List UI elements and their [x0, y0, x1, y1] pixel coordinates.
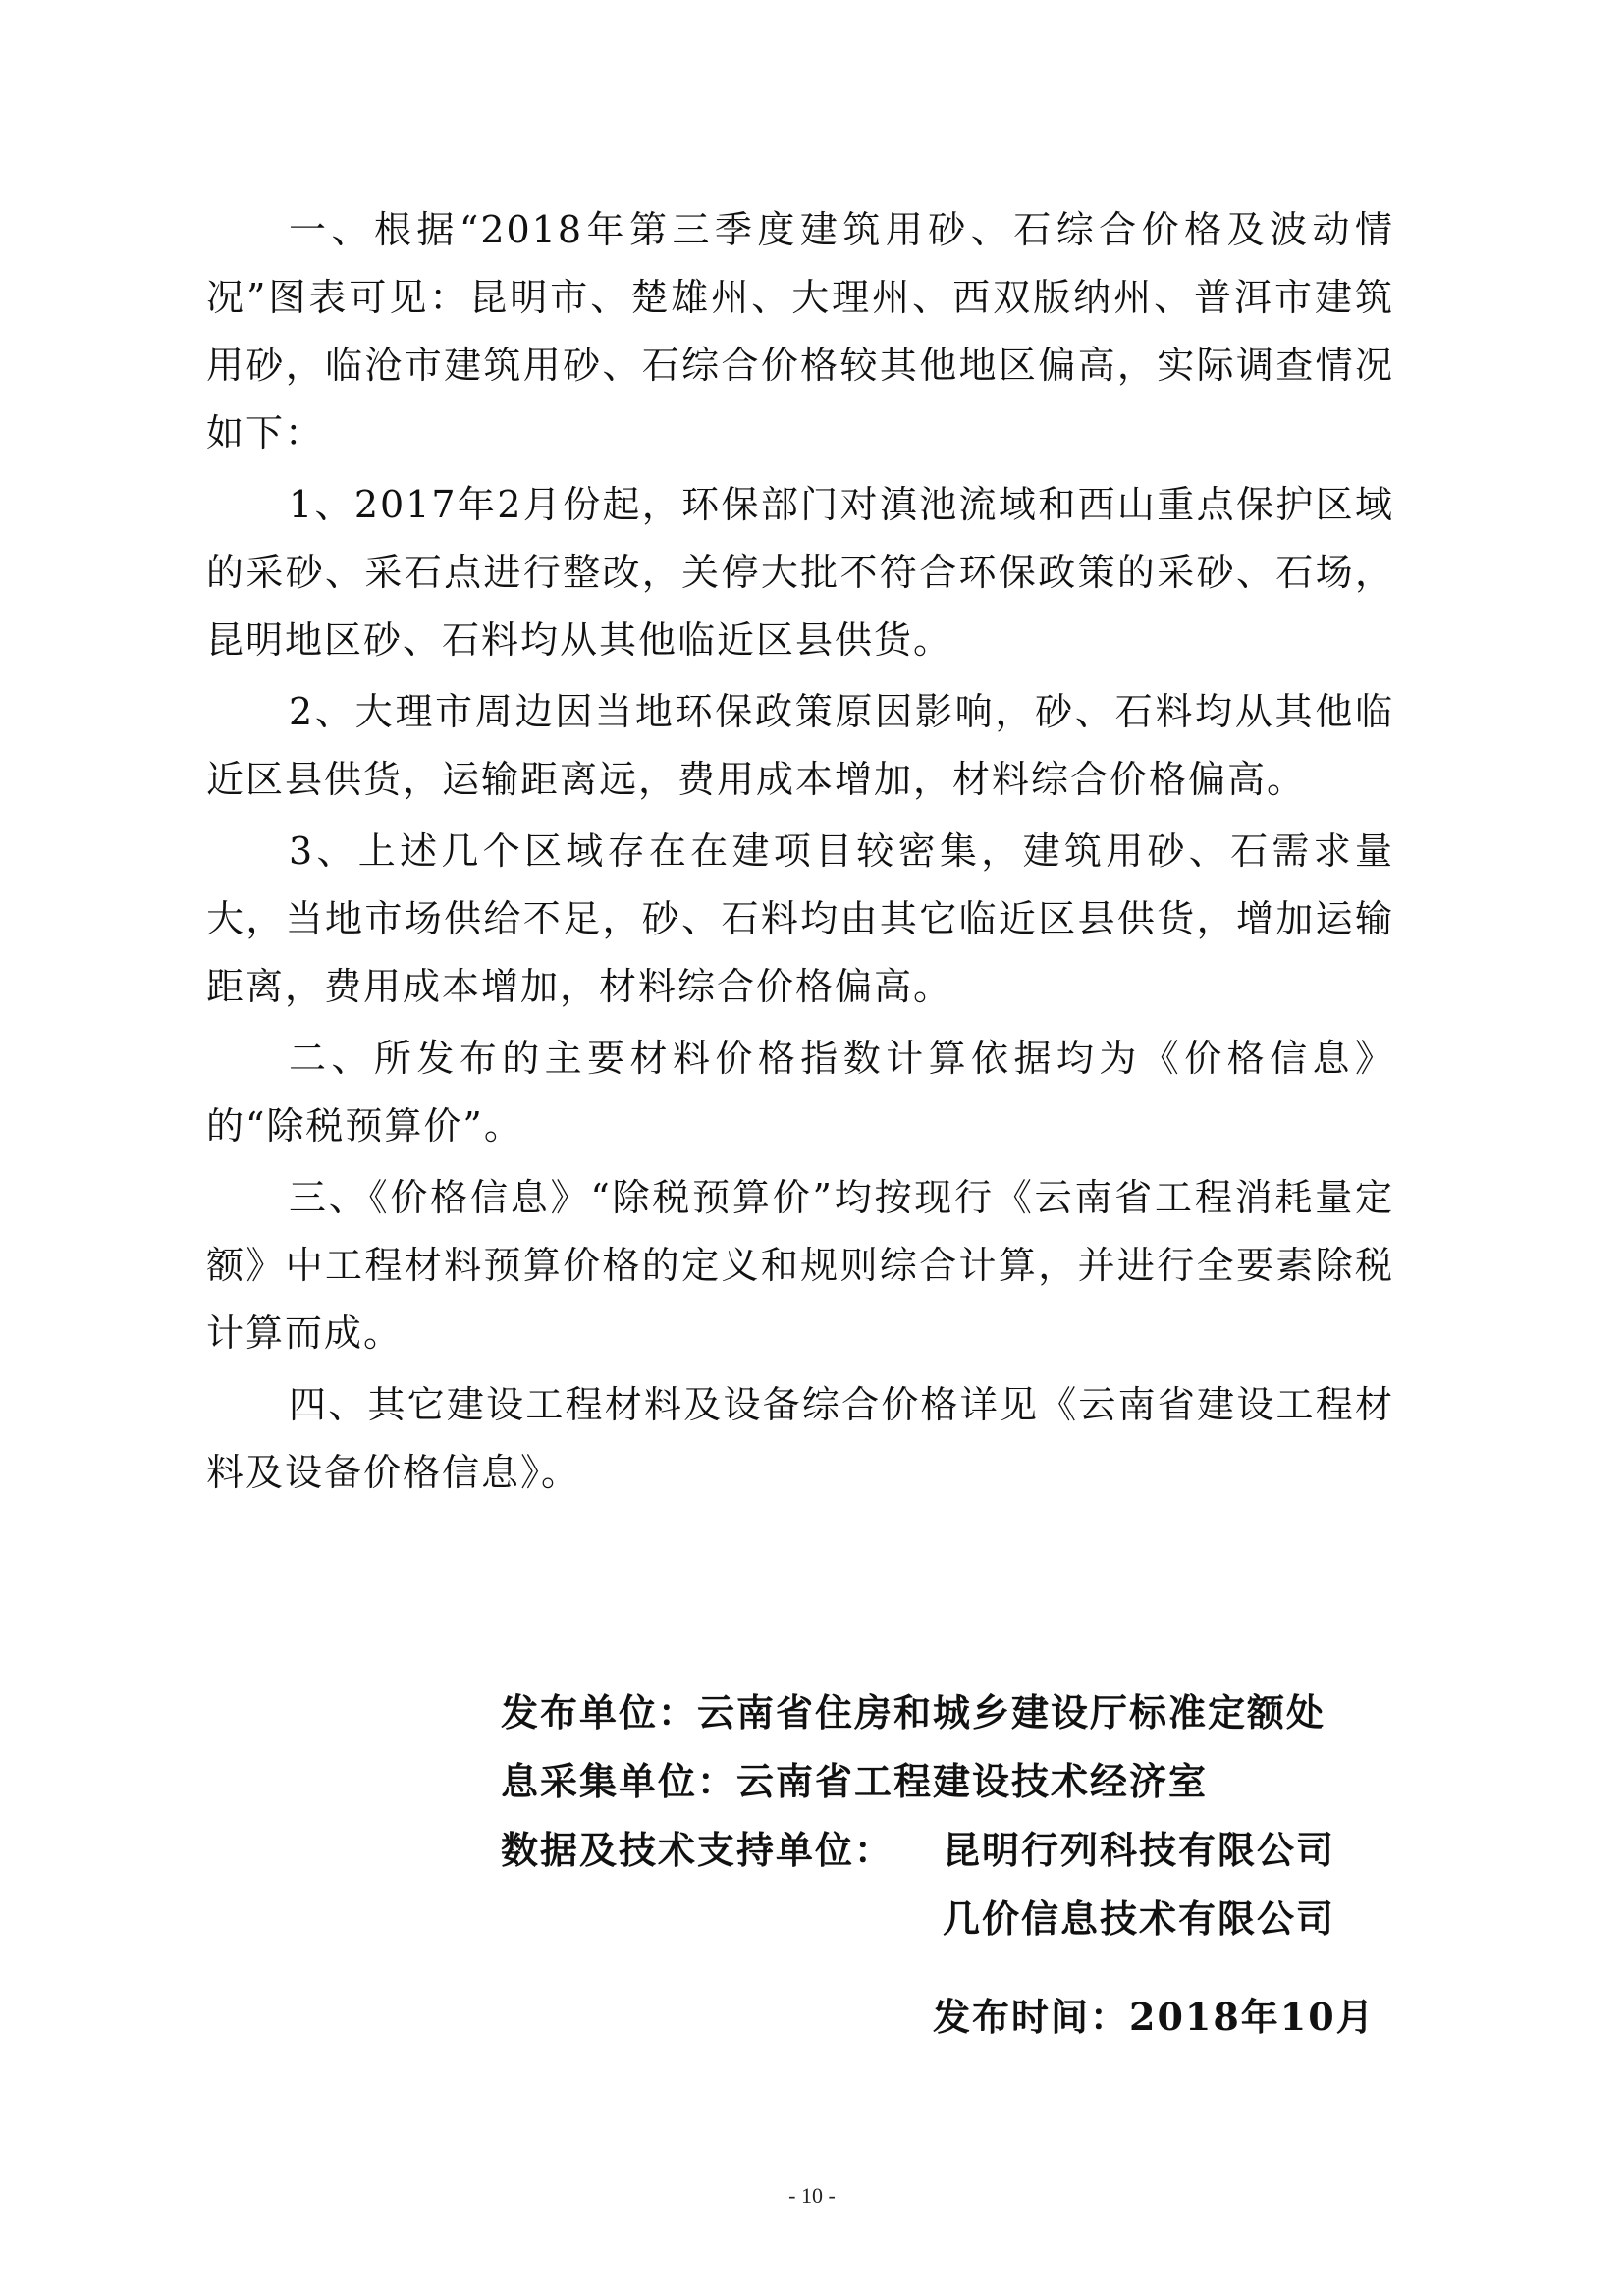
publisher-line: 发布单位：云南省住房和城乡建设厅标准定额处	[501, 1690, 1326, 1735]
paragraph-item-2: 2、大理市周边因当地环保政策原因影响，砂、石料均从其他临近区县供货，运输距离远，费用成本增加，材料综合价格偏高。	[206, 690, 1394, 801]
paragraph-item-3: 3、上述几个区域存在在建项目较密集，建筑用砂、石需求量大，当地市场供给不足，砂、石料均由其它临近区县供货，增加运输距离，费用成本增加，材料综合价格偏高。	[206, 829, 1394, 1008]
page-number: - 10 -	[788, 2183, 836, 2208]
paragraph-section-1: 一、根据“2018年第三季度建筑用砂、石综合价格及波动情况”图表可见：昆明市、楚雄州、大理州、西双版纳州、普洱市建筑用砂，临沧市建筑用砂、石综合价格较其他地区偏高，实际调查情况如下：	[206, 208, 1394, 454]
publish-date: 发布时间：2018年10月	[933, 1995, 1376, 2039]
support-company-2: 几价信息技术有限公司	[943, 1896, 1336, 1941]
body-text	[206, 196, 1394, 1511]
collector-line: 息采集单位：云南省工程建设技术经济室	[501, 1759, 1209, 1803]
paragraph-section-4: 四、其它建设工程材料及设备综合价格详见《云南省建设工程材料及设备价格信息》。	[206, 1383, 1394, 1494]
support-label: 数据及技术支持单位：	[501, 1828, 894, 1872]
support-line	[501, 1816, 1404, 1885]
support-company-1: 昆明行列科技有限公司	[943, 1828, 1336, 1872]
paragraph-section-3: 三、《价格信息》“除税预算价”均按现行《云南省工程消耗量定额》中工程材料预算价格的定义和规则综合计算，并进行全要素除税计算而成。	[206, 1176, 1394, 1355]
paragraph-section-2: 二、所发布的主要材料价格指数计算依据均为《价格信息》的“除税预算价”。	[206, 1037, 1394, 1148]
signature-block	[501, 1679, 1404, 2052]
paragraph-item-1: 1、2017年2月份起，环保部门对滇池流域和西山重点保护区域的采砂、采石点进行整改，关停大批不符合环保政策的采砂、石场，昆明地区砂、石料均从其他临近区县供货。	[206, 483, 1394, 662]
